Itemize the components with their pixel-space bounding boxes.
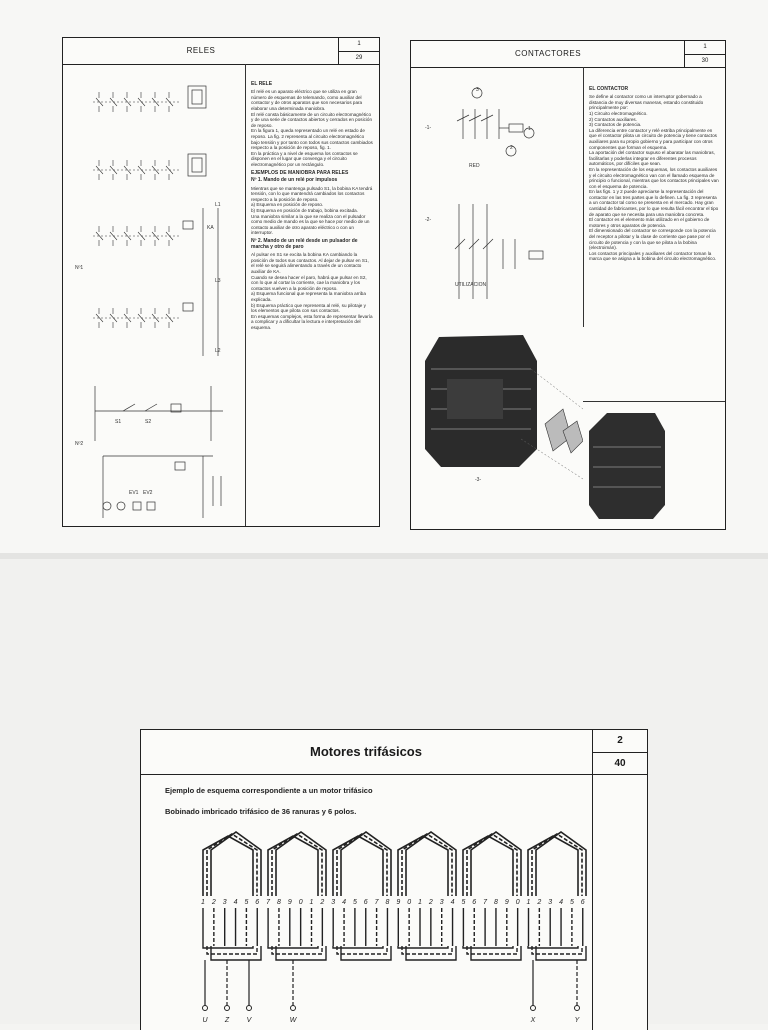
slot-number: 8 [385, 899, 390, 906]
motores-title: Motores trifásicos [310, 744, 422, 759]
label-s1: S1 [115, 419, 122, 425]
contactores-para1: Se define al contactor como un interruptor gobernado a distancia de muy diversas maneras, estando constituido principalmente por: [589, 94, 704, 111]
slot-number: 2 [537, 899, 542, 906]
slot-number: 0 [298, 899, 303, 906]
contactores-text-end-rule [583, 401, 725, 402]
reles-column-rule [245, 64, 246, 526]
reles-para4: En la práctica y a nivel de esquema los contactos se disponen en el lugar que convenga y el circuito electromagnético por un rectángulo. [251, 150, 358, 167]
reles-heading: EL RELE [251, 80, 273, 87]
contactores-title: CONTACTORES [514, 49, 582, 58]
terminal-circle [203, 1006, 208, 1011]
fig-label-red: RED [469, 163, 480, 169]
label-ka: KA [207, 225, 214, 231]
reles-header [63, 38, 379, 65]
slot-number: 1 [526, 899, 531, 906]
slot-number: 4 [233, 899, 238, 906]
slot-number: 1 [309, 899, 314, 906]
motores-subtitle1: Ejemplo de esquema correspondiente a un motor trifásico [165, 786, 373, 795]
fig-circle-1: 1 [528, 126, 531, 132]
winding-diagram [141, 826, 591, 1026]
contactores-para6: El contactor es el elemento más utilizado en el gobierno de motores y otros aparatos de potencia. [589, 217, 710, 228]
slot-number: 4 [559, 899, 564, 906]
contactores-para7: El dimensionado del contactor se corresponde con la potencia del receptor a pilotar y la clase de corriente que pase por el circuito de potencia y con la que se pilota a la bobina (electroimán). [589, 228, 716, 251]
terminal-circle [247, 1006, 252, 1011]
contactores-heading: EL CONTACTOR [589, 85, 629, 92]
reles-ex1-title: Nº 1. Mando de un relé por impulsos [251, 177, 338, 184]
fig-circle-2: 2 [510, 145, 513, 151]
label-l3: L3 [215, 278, 221, 284]
motores-right-rule [592, 774, 593, 1030]
slot-number: 4 [450, 899, 455, 906]
contactores-para2: La diferencia entre contactor y relé estriba principalmente en que el contactor pilota un circuito de potencia y tiene contactos auxiliares para su propio gobierno y para participar con otros componentes que forman el esquema. [589, 127, 717, 150]
scan-divider [0, 553, 768, 559]
reles-ex1-body: Mientras que se mantenga pulsado S1, la bobina KA tendrá tensión, con lo que mantendrá cambiados los contactos respecto a la posición de reposo. a) Esquema en posición de reposo. b) Esquema en posición de trabajo, bobina excitada. Una maniobra similar a la que se realiza con el pulsador como medio de mando es la que se hace por medio de un contacto auxiliar de otro aparato eléctrico o con un interruptor. [251, 185, 373, 236]
slot-number: 2 [320, 899, 325, 906]
contactores-para5: En las figs. 1 y 2 puede apreciarse la representación del contactor en las tres partes que lo definen. La fig. 3 representa a un contactor tal como se presenta en el mercado. Hay gran cantidad de fabricantes, por lo que resulta fácil encontrar el tipo de aparato que se necesita para una maniobra concreta. [589, 189, 719, 217]
fig-circle-3: 3 [476, 87, 479, 93]
slot-number: 6 [472, 899, 477, 906]
motores-header [141, 730, 647, 775]
contactor-photo-block [583, 401, 683, 523]
terminal-label: V [246, 1017, 252, 1024]
fig-label-2: -2- [425, 217, 432, 223]
slot-number: 7 [374, 899, 379, 906]
slot-number: 3 [439, 899, 444, 906]
contactores-para8: Los contactos principales y auxiliares del contactor toman la marca que se asigna a la bobina del circuito electromagnético. [589, 250, 717, 262]
slot-number: 6 [255, 899, 260, 906]
contactores-page-number [684, 41, 725, 67]
slot-number: 6 [580, 899, 585, 906]
label-no2: Nº2 [75, 441, 84, 447]
reles-num-bottom: 29 [339, 51, 379, 65]
reles-ex2-body: Al pulsar en S1 se excita la bobina KA cambiando la posición de todos sus contactos. Al dejar de pulsar en S1, el relé se seguirá alimentando a través de un contacto auxiliar de KA. Cuando se desea hacer el paro, habrá que pulsar en S2, con lo que al cortar la corriente, cae la maniobra y los contactos vuelven a la posición de reposo. a) Esquema funcional que representa la maniobra arriba explicada. b) Esquema práctico que representa al relé, su pilotaje y los elementos que pilota con sus contactos. En esquemas complejos, esta forma de representar llevaría a complicar y a dificultar la lectura e interpretación del esquema. [251, 252, 373, 330]
slot-number: 2 [428, 899, 433, 906]
terminal-circle [531, 1006, 536, 1011]
terminal-circle [575, 1006, 580, 1011]
contactores-header [411, 41, 725, 68]
motores-num-top: 2 [617, 735, 623, 746]
contactores-column-rule [583, 67, 584, 327]
slot-number: 8 [493, 899, 498, 906]
contactores-num-top: 1 [703, 44, 707, 50]
terminal-circle [225, 1006, 230, 1011]
contactor-diagrams [411, 69, 583, 527]
reles-diagrams [63, 66, 245, 524]
contactores-list-2: 2) Contactos auxiliares. [589, 116, 638, 122]
motores-subtitle2: Bobinado imbricado trifásico de 36 ranuras y 6 polos. [165, 807, 357, 816]
slot-number: 7 [266, 899, 271, 906]
terminal-circle [291, 1006, 296, 1011]
slot-number: 5 [244, 899, 249, 906]
slot-number: 2 [211, 899, 216, 906]
reles-para3: En la figura 1, queda representado un relé en estado de reposo. La fig. 2 representa al circuito electromagnético bajo tensión y por tanto con todos sus contactos cambiados respecto a la posición de reposo, fig. 1. [251, 128, 373, 151]
contactores-num-bottom: 30 [685, 54, 725, 68]
motores-page [140, 729, 648, 1030]
label-ev2: EV2 [143, 490, 153, 496]
reles-para2: El relé consta básicamente de un circuito electromagnético y de una serie de contactos abiertos y cerrados en posición de reposo. [251, 111, 373, 128]
fig-label-3: -3- [475, 477, 482, 483]
reles-num-top: 1 [357, 41, 361, 47]
reles-heading2: EJEMPLOS DE MANIOBRA PARA RELES [251, 169, 349, 176]
reles-page-number [338, 38, 379, 64]
label-ev1: EV1 [129, 490, 139, 496]
slot-number: 3 [331, 899, 336, 906]
slot-number: 4 [342, 899, 347, 906]
terminal-label: X [530, 1017, 536, 1024]
slot-number: 5 [352, 899, 357, 906]
contactor-photo [425, 335, 583, 467]
reles-ex2-title: Nº 2. Mando de un relé desde un pulsador de marcha y otro de paro [251, 238, 358, 250]
motores-page-number [592, 730, 647, 774]
slot-number: 1 [201, 899, 205, 906]
contactores-text [589, 81, 719, 262]
slot-number: 8 [276, 899, 281, 906]
slot-number: 3 [222, 899, 227, 906]
contactores-list-3: 3) Contactos de potencia. [589, 122, 642, 128]
slot-number: 0 [515, 899, 520, 906]
motores-num-bottom: 40 [593, 752, 647, 774]
terminal-label: Z [224, 1017, 230, 1024]
slot-number: 9 [504, 899, 509, 906]
contactores-list-1: 1) Circuito electromagnético. [589, 110, 648, 116]
contactores-para4: En la representación de los esquemas, los contactos auxiliares y el circuito electromagnético van con el llamado esquema de principio o funcional, mientras que los contactos principales van con el esquema de potencia. [589, 166, 719, 189]
label-l1: L1 [215, 202, 221, 208]
slot-number: 7 [483, 899, 488, 906]
slot-number: 5 [461, 899, 466, 906]
label-l2: L2 [215, 348, 221, 354]
terminal-label: Y [574, 1017, 580, 1024]
label-s2: S2 [145, 419, 152, 425]
slot-number: 1 [418, 899, 422, 906]
slot-number: 9 [287, 899, 292, 906]
terminal-label: W [289, 1017, 297, 1024]
reles-text [251, 76, 373, 331]
slot-number: 0 [407, 899, 412, 906]
slot-number: 3 [548, 899, 553, 906]
contactores-para3: La aportación del contactor supuso el abaratar las maniobras, facilitarlas y poderlas integrar en diferentes procesos automáticos, por difíciles que sean. [589, 150, 715, 167]
contactores-page [410, 40, 726, 530]
reles-para1: El relé es un aparato eléctrico que se utiliza en gran número de esquemas de telemando, como auxiliar del contactor y de otros aparatos que son necesarios para elaborar una determinada maniobra. [251, 89, 363, 111]
fig-label-utilizacion: UTILIZACION [455, 282, 487, 288]
slot-number: 5 [569, 899, 574, 906]
fig-label-1: -1- [425, 125, 432, 131]
label-no1: Nº1 [75, 265, 84, 271]
slot-number: 9 [396, 899, 401, 906]
terminal-label: U [202, 1017, 208, 1024]
slot-number: 6 [363, 899, 368, 906]
reles-title: RELES [186, 46, 216, 55]
reles-page [62, 37, 380, 527]
